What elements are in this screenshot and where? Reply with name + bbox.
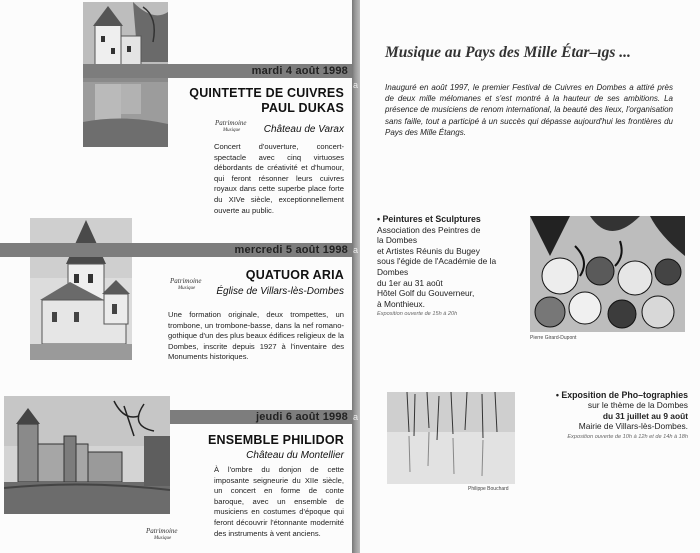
exhibition-heading: • Exposition de Pho–tographies bbox=[555, 390, 688, 400]
event-title-line: QUINTETTE DE CUIVRES bbox=[189, 86, 344, 100]
logo-line: Patrimoine bbox=[170, 277, 202, 285]
event-title bbox=[168, 86, 344, 116]
date-band bbox=[83, 64, 352, 78]
exhibition-line: la Dombes bbox=[377, 235, 418, 246]
intro-paragraph: Inauguré en août 1997, le premier Festival de Cuivres en Dombes a attiré près de deux mille mélomanes et s'est montré à la hauteur de ses ambitions. La présence de musiciens de renom international, la beauté des lieux, l'organisation sans faille, tout a participé à un succès qui dépasse aujourd'hui les frontières du Pays des Mille Étangs. bbox=[385, 83, 673, 137]
exhibition-line: sur le thème de la Dombes bbox=[587, 400, 688, 411]
event-description: À l'ombre du donjon de cette imposante seigneurie du XIIe siècle, un concert en forme de conte baroque, avec un ensemble de musiciens en costumes d'époque qui feront découvrir l'étonnante modernité des instruments à vent anciens. bbox=[214, 465, 344, 538]
logo-line: Patrimoine bbox=[215, 119, 247, 127]
exhibition-dates: du 31 juillet au 9 août bbox=[602, 410, 688, 421]
exhibition-photography bbox=[520, 390, 688, 442]
exhibition-place: à Monthieux. bbox=[377, 298, 425, 309]
event-description: Une formation originale, deux trompettes, un trombone, un trombone-basse, dans la nef romano-gothique d'un des plus beaux édifices religieux de la Dombes, inscrite depuis 1927 à l'inventaire des Monuments historiques. bbox=[168, 310, 344, 362]
event-venue: Château de Varax bbox=[263, 124, 344, 135]
painting-caption: Pierre Girard-Dupont bbox=[530, 335, 577, 341]
photo-eglise-villars bbox=[30, 218, 132, 360]
event-title-line: PAUL DUKAS bbox=[261, 101, 344, 115]
exhibition-line: et Artistes Réunis du Bugey bbox=[377, 245, 480, 256]
exhibition-dates: du 1er au 31 août bbox=[377, 277, 443, 288]
event-date: mardi 4 août 1998 bbox=[251, 65, 348, 77]
event-date: jeudi 6 août 1998 bbox=[255, 411, 348, 423]
date-band bbox=[170, 410, 352, 424]
exhibition-hours: Exposition ouverte de 10h à 12h et de 14h à 18h bbox=[567, 433, 688, 440]
exhibition-line: Mairie de Villars-lès-Dombes. bbox=[578, 421, 688, 432]
exhibition-line: Association des Peintres de bbox=[377, 224, 481, 235]
event-title bbox=[168, 433, 344, 448]
patrimoine-musique-logo bbox=[170, 278, 202, 292]
gutter-mark: a bbox=[353, 80, 359, 90]
event-description: Concert d'ouverture, concert-spectacle avec cinq virtuoses débordants de créativité et d'humour, qui feront résonner leurs cuivres royaux dans cette superbe place forte du XIVe siècle, exceptionnellement ouverte au public. bbox=[214, 142, 344, 215]
painting-fruits-image bbox=[530, 216, 685, 332]
exhibition-line: Dombes bbox=[377, 266, 409, 277]
logo-line: Patrimoine bbox=[146, 527, 178, 535]
photo-chateau-montellier bbox=[4, 396, 170, 514]
logo-line: Musique bbox=[178, 286, 196, 291]
event-venue: Château du Montellier bbox=[246, 450, 344, 461]
exhibition-painting bbox=[377, 214, 517, 320]
date-band bbox=[0, 243, 352, 257]
event-title-line: ENSEMBLE PHILIDOR bbox=[207, 433, 344, 447]
page-title: Musique au Pays des Mille Étar–ıgs ... bbox=[385, 44, 631, 61]
exhibition-hours: Exposition ouverte de 15h à 20h bbox=[377, 311, 458, 318]
event-venue: Église de Villars-lès-Dombes bbox=[216, 286, 344, 297]
event-title-line: QUATUOR ARIA bbox=[245, 268, 344, 282]
logo-line: Musique bbox=[223, 128, 241, 133]
patrimoine-musique-logo bbox=[146, 528, 178, 542]
gutter-mark: a bbox=[353, 245, 359, 255]
photo-caption: Philippe Bouchard bbox=[468, 486, 509, 492]
photo-reeds-water bbox=[387, 392, 515, 484]
exhibition-line: sous l'égide de l'Académie de la bbox=[377, 256, 497, 267]
event-date: mercredi 5 août 1998 bbox=[234, 244, 348, 256]
logo-line: Musique bbox=[154, 536, 172, 541]
exhibition-place: Hôtel Golf du Gouverneur, bbox=[377, 288, 475, 299]
gutter-mark: a bbox=[353, 412, 359, 422]
exhibition-heading: • Peintures et Sculptures bbox=[377, 214, 481, 224]
